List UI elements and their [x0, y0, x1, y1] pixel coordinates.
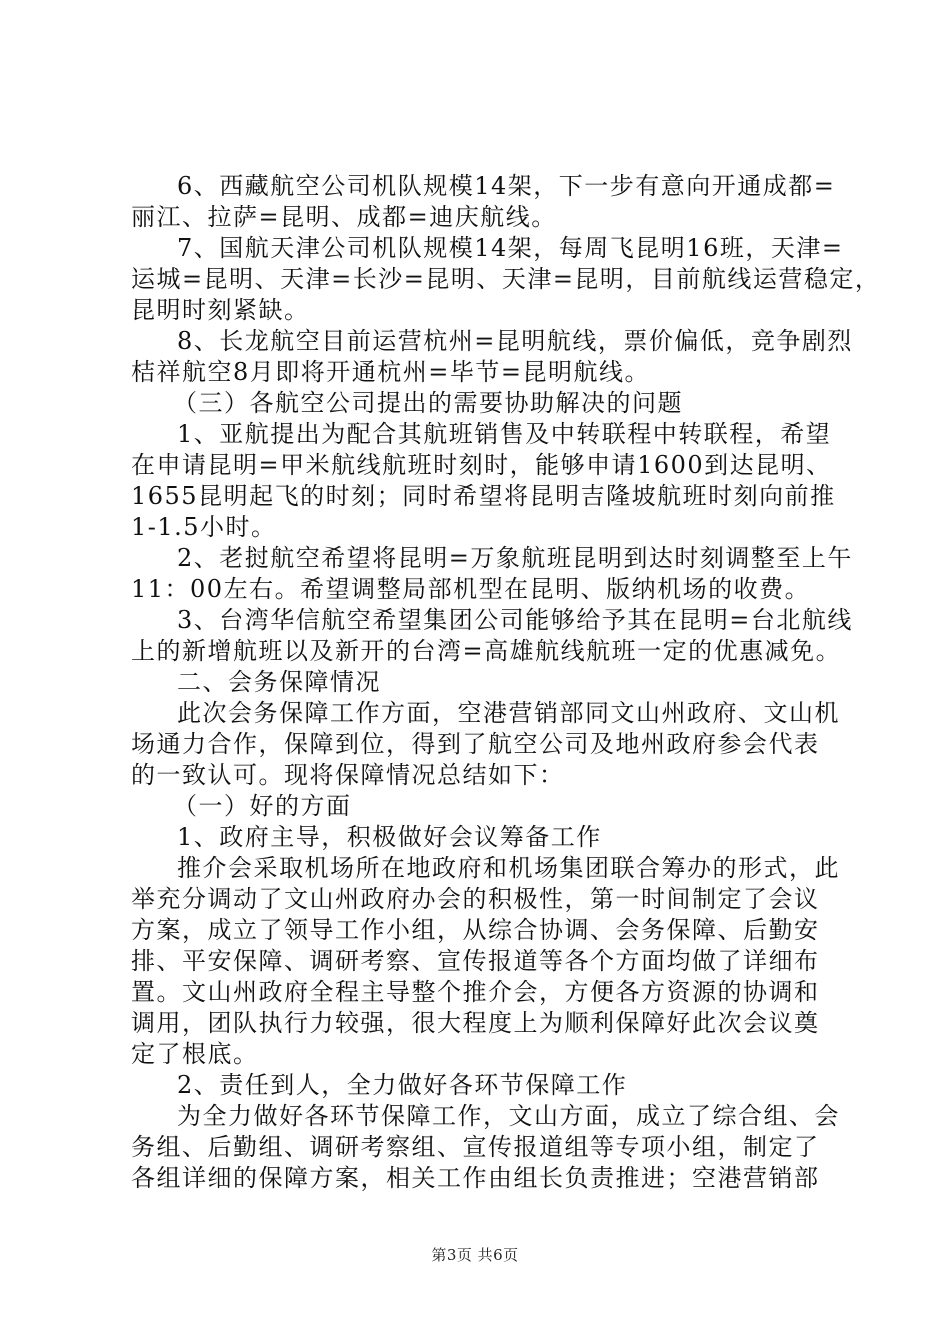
- paragraph-line: 此次会务保障工作方面，空港营销部同文山州政府、文山机: [177, 699, 840, 727]
- paragraph-line: 1、亚航提出为配合其航班销售及中转联程中转联程，希望: [177, 420, 832, 448]
- paragraph-line: 7、国航天津公司机队规模14架，每周飞昆明16班，天津=: [177, 234, 844, 262]
- document-body: [131, 171, 881, 1194]
- paragraph-line: 在申请昆明=甲米航线航班时刻时，能够申请1600到达昆明、: [131, 451, 832, 479]
- paragraph-line: 为全力做好各环节保障工作，文山方面，成立了综合组、会: [177, 1102, 840, 1130]
- paragraph-line: 1-1.5小时。: [131, 513, 277, 541]
- paragraph-line: 各组详细的保障方案，相关工作由组长负责推进；空港营销部: [131, 1164, 820, 1192]
- section-heading: 二、会务保障情况: [177, 668, 381, 696]
- paragraph-line: 运城=昆明、天津=长沙=昆明、天津=昆明，目前航线运营稳定，: [131, 265, 881, 293]
- paragraph-line: 举充分调动了文山州政府办会的积极性，第一时间制定了会议: [131, 885, 820, 913]
- page-number-footer: 第3页 共6页: [431, 1246, 519, 1264]
- paragraph-line: 1655昆明起飞的时刻；同时希望将昆明吉隆坡航班时刻向前推: [131, 482, 836, 510]
- paragraph-line: 昆明时刻紧缺。: [131, 296, 310, 324]
- section-heading: 2、责任到人，全力做好各环节保障工作: [177, 1071, 628, 1099]
- paragraph-line: 3、台湾华信航空希望集团公司能够给予其在昆明=台北航线: [177, 606, 853, 634]
- paragraph-line: 务组、后勤组、调研考察组、宣传报道组等专项小组，制定了: [131, 1133, 820, 1161]
- paragraph-line: 调用，团队执行力较强，很大程度上为顺利保障好此次会议奠: [131, 1009, 820, 1037]
- paragraph-line: 8、长龙航空目前运营杭州=昆明航线，票价偏低，竞争剧烈: [177, 327, 853, 355]
- paragraph-line: 丽江、拉萨=昆明、成都=迪庆航线。: [131, 203, 557, 231]
- section-heading: 1、政府主导，积极做好会议筹备工作: [177, 823, 602, 851]
- paragraph-line: 11：00左右。希望调整局部机型在昆明、版纳机场的收费。: [131, 575, 811, 603]
- paragraph-line: 方案，成立了领导工作小组，从综合协调、会务保障、后勤安: [131, 916, 820, 944]
- paragraph-line: 桔祥航空8月即将开通杭州=毕节=昆明航线。: [131, 358, 650, 386]
- section-heading: （一）好的方面: [173, 792, 352, 820]
- paragraph-line: 6、西藏航空公司机队规模14架，下一步有意向开通成都=: [177, 172, 836, 200]
- paragraph-line: 2、老挝航空希望将昆明=万象航班昆明到达时刻调整至上午: [177, 544, 853, 572]
- section-heading: （三）各航空公司提出的需要协助解决的问题: [173, 389, 683, 417]
- paragraph-line: 上的新增航班以及新开的台湾=高雄航线航班一定的优惠减免。: [131, 637, 842, 665]
- paragraph-line: 的一致认可。现将保障情况总结如下：: [131, 761, 565, 789]
- paragraph-line: 定了根底。: [131, 1040, 259, 1068]
- paragraph-line: 置。文山州政府全程主导整个推介会，方便各方资源的协调和: [131, 978, 820, 1006]
- paragraph-line: 场通力合作，保障到位，得到了航空公司及地州政府参会代表: [131, 730, 820, 758]
- paragraph-line: 推介会采取机场所在地政府和机场集团联合筹办的形式，此: [177, 854, 840, 882]
- paragraph-line: 排、平安保障、调研考察、宣传报道等各个方面均做了详细布: [131, 947, 820, 975]
